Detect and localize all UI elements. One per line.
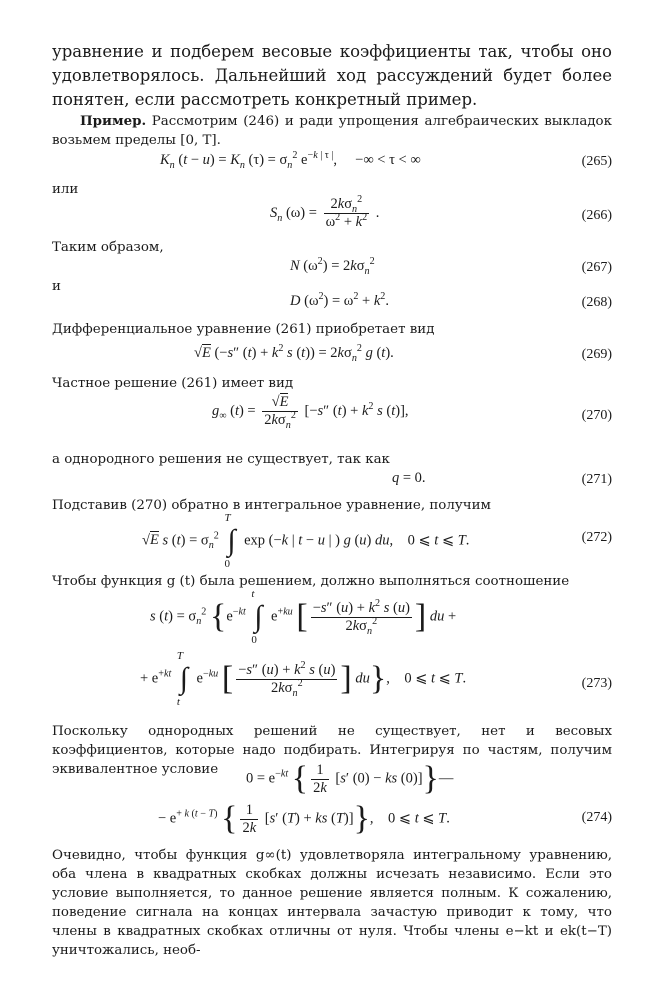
eq-number-271: (271) — [581, 472, 612, 487]
equation-267: N $(\omega^2) = 2k\sigma_n^2$ — [290, 256, 375, 277]
eq-number-269: (269) — [581, 347, 612, 362]
eq-number-265: (265) — [581, 154, 612, 169]
equation-274-line-2: − $e^{+ k (t - T)}$ { $\frac{1}{2k}$ [s′ (T) + ks (T)]}, 0 ⩽ t ⩽ T. — [158, 800, 450, 837]
no-homog-text: Поскольку однородных решений не существует, нет и весовых коэффициентов, которые надо подбирать. Интегрируя по частям, получим эквивалентное условие — [52, 724, 612, 777]
condition-text: Чтобы функция g (t) была решением, должно выполняться соотношение — [52, 574, 570, 589]
eq-number-273: (273) — [581, 676, 612, 691]
example-text: Рассмотрим (246) и ради упрощения алгебраических выкладок возьмем пределы [0, T]. — [52, 114, 612, 148]
equation-272: √E s $(t) = \sigma_n^2$ ∫ T 0 exp (−k | t − u | ) g (u) du, 0 ⩽ t ⩽ T. — [142, 512, 470, 570]
eq-number-266: (266) — [581, 208, 612, 223]
equation-270: $g_\infty$ (t) = $\frac{√E}{2k\sigma_n^2}$ [−s″ $(t) + k^2$ s (t)], — [212, 394, 409, 431]
and-text: и — [52, 279, 61, 294]
thus-text: Таким образом, — [52, 240, 164, 255]
equation-273-line-2: + $e^{+kt}$ ∫ T t $e^{-ku}$ [ $\frac{-s'' (u) + k^2 s (u)}{2k\sigma_n^2}$ ] du}, 0 ⩽ t ⩽ T. — [140, 650, 467, 708]
or-text: или — [52, 182, 79, 197]
eq-number-268: (268) — [581, 295, 612, 310]
example-label: Пример. — [80, 113, 147, 129]
intro-paragraph: уравнение и подберем весовые коэффициенты так, чтобы оно удовлетворялось. Дальнейший ход рассуждений будет более понятен, если рассмотреть конкретный пример. — [52, 42, 612, 109]
equation-266: $S_n$ (ω) = $\frac{2k\sigma_n^2}{\omega^2 + k^2}$ . — [270, 194, 380, 230]
equation-271: q = 0. — [392, 470, 426, 486]
eq-number-270: (270) — [581, 408, 612, 423]
particular-text: Частное решение (261) имеет вид — [52, 376, 294, 391]
eq-number-274: (274) — [581, 810, 612, 825]
equation-274-line-1: $0 = e^{-kt}$ { $\frac{1}{2k}$ [s′ (0) − ks (0)]}— — [246, 760, 454, 797]
eq-number-267: (267) — [581, 260, 612, 275]
substitute-text: Подставив (270) обратно в интегральное уравнение, получим — [52, 498, 491, 513]
obviously-text: Очевидно, чтобы функция g∞(t) удовлетворяла интегральному уравнению, оба члена в квадратных скобках должны исчезать независимо. Если это условие выполняется, то данное решение является полным. К сожалению, поведение сигнала на концах интервала зачастую приводит к тому, что члены в квадратных скобках отличны от нуля. Чтобы члены e−kt и ek(t−T) уничтожались, необ- — [52, 848, 612, 958]
equation-273-line-1: s $(t) = \sigma_n^2$ {$e^{-kt}$ ∫ t 0 $e^{+ku}$ [ $\frac{-s'' (u) + k^2 s (u)}{2k\sigma_n^2}$ ] du + — [150, 588, 457, 646]
homog-text: а однородного решения не существует, так как — [52, 452, 390, 467]
equation-268: D $(\omega^2) = \omega^2 + k^2$. — [290, 291, 389, 309]
equation-269: √E (−s″ $(t) + k^2$ s $(t)) = 2k\sigma_n^2$ g (t). — [194, 343, 394, 364]
example-paragraph — [52, 112, 612, 150]
equation-265: $K_n$ $(t - u) = K_n$ $(\tau) = \sigma_n^2$ $e^{-k | \tau |}$, −∞ < τ < ∞ — [160, 150, 421, 171]
diffeq-text: Дифференциальное уравнение (261) приобретает вид — [52, 322, 435, 337]
eq-number-272: (272) — [581, 530, 612, 545]
